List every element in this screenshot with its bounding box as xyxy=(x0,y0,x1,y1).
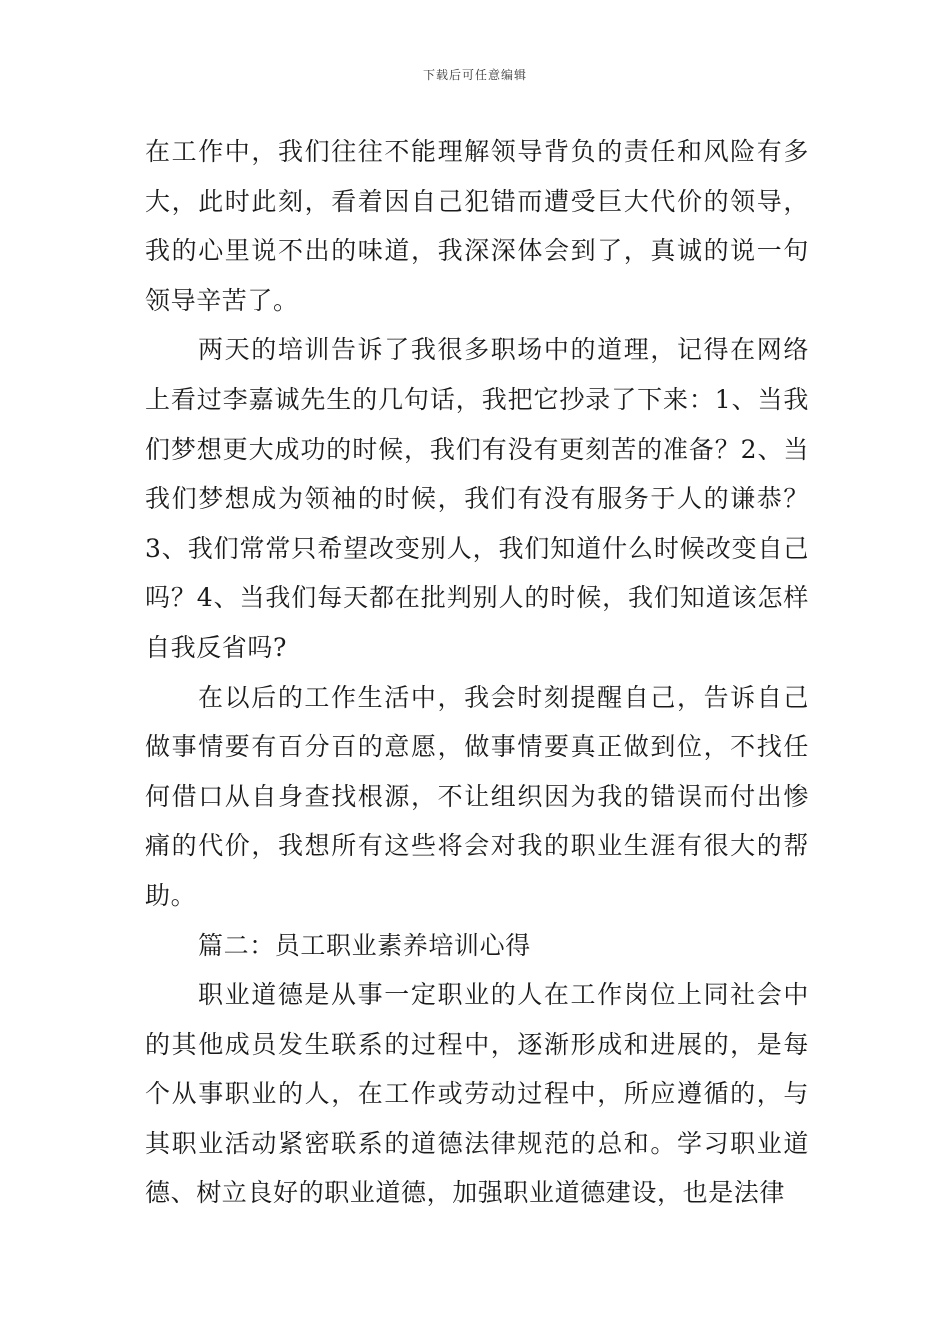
section-heading: 篇二：员工职业素养培训心得 xyxy=(198,930,531,960)
paragraph-future-resolve: 在以后的工作生活中，我会时刻提醒自己，告诉自己做事情要有百分百的意愿，做事情要真正做到位，不找任何借口从自身查找根源，不让组织因为我的错误而付出惨痛的代价，我想所有这些将会对我的职业生涯有很大的帮助。 xyxy=(145,682,809,910)
paragraph-professional-ethics: 职业道德是从事一定职业的人在工作岗位上同社会中的其他成员发生联系的过程中，逐渐形成和进展的，是每个从事职业的人，在工作或劳动过程中，所应遵循的，与其职业活动紧密联系的道德法律规范的总和。学习职业道德、树立良好的职业道德，加强职业道德建设，也是法律 xyxy=(145,980,809,1208)
paragraph-training-quotes: 两天的培训告诉了我很多职场中的道理，记得在网络上看过李嘉诚先生的几句话，我把它抄录了下来：1、当我们梦想更大成功的时候，我们有没有更刻苦的准备？2、当我们梦想成为领袖的时候，我们有没有服务于人的谦恭？3、我们常常只希望改变别人，我们知道什么时候改变自己吗？4、当我们每天都在批判别人的时候，我们知道该怎样自我反省吗? xyxy=(145,335,809,662)
paragraph-continuation: 在工作中，我们往往不能理解领导背负的责任和风险有多大，此时此刻，看着因自己犯错而遭受巨大代价的领导，我的心里说不出的味道，我深深体会到了，真诚的说一句领导辛苦了。 xyxy=(145,137,809,315)
document-body xyxy=(145,127,809,1218)
page-header: 下载后可任意编辑 xyxy=(422,68,527,82)
